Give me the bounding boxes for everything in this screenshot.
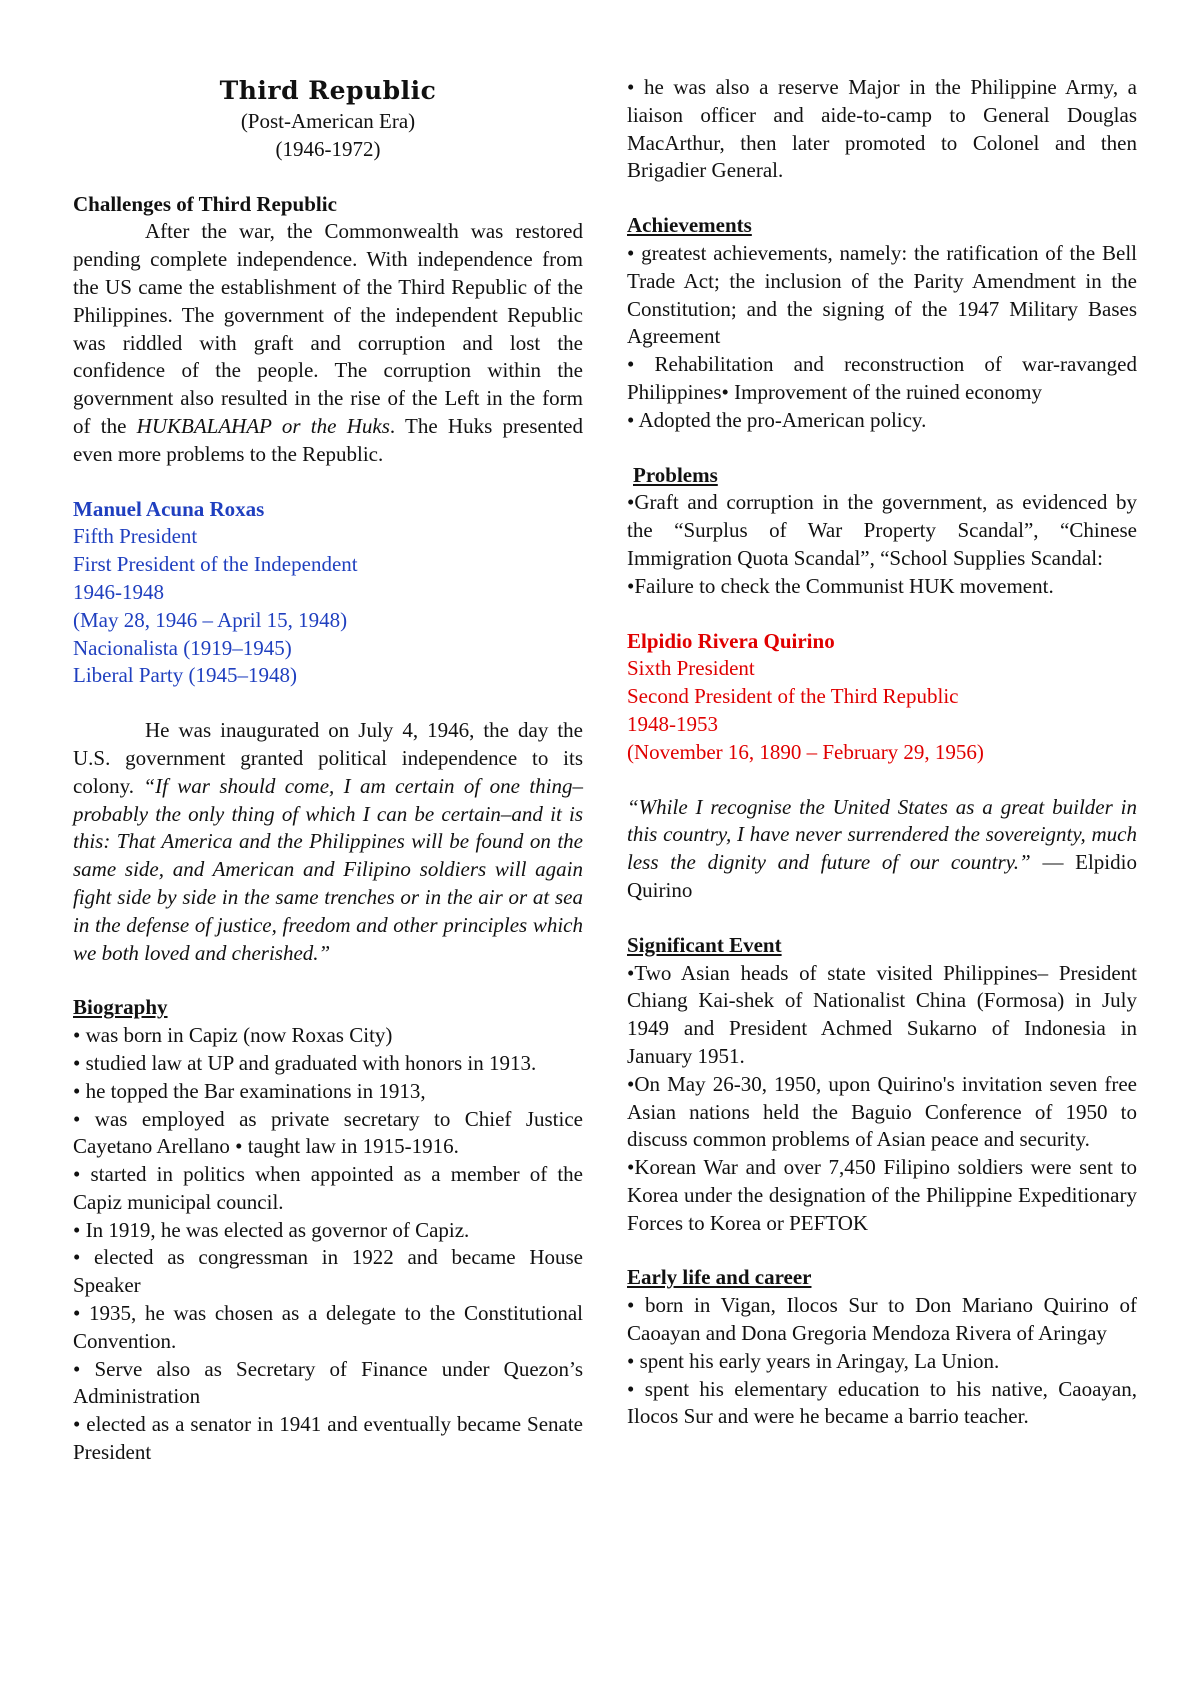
roxas-quote: “If war should come, I am certain of one thing–probably the only thing of which I can be certain–and it is this: That America and the Philippines will be found on the same side, and American and Filipino soldiers will again fight side by side in the same trenches or in the air or at sea in the defense of justice, freedom and other principles which we both loved and cherished.” bbox=[73, 773, 583, 965]
right-column bbox=[627, 74, 1137, 1431]
achievement-item: • greatest achievements, namely: the ratification of the Bell Trade Act; the inclusion of the Parity Amendment in the Constitution; and the signing of the 1947 Military Bases Agreement bbox=[627, 240, 1137, 349]
challenges-heading: Challenges of Third Republic bbox=[73, 191, 337, 216]
quirino-name: Elpidio Rivera Quirino bbox=[627, 628, 835, 653]
roxas-line: Nacionalista (1919–1945) bbox=[73, 635, 292, 660]
biography-item: • started in politics when appointed as a member of the Capiz municipal council. bbox=[73, 1162, 583, 1214]
page-title: Third Republic bbox=[219, 76, 437, 105]
achievement-item: • Adopted the pro-American policy. bbox=[627, 407, 927, 432]
biography-item: • was born in Capiz (now Roxas City) bbox=[73, 1023, 393, 1048]
problem-item: •Graft and corruption in the government, as evidenced by the “Surplus of War Property Scandal”, “Chinese Immigration Quota Scandal”, “School Supplies Scandal: bbox=[627, 490, 1137, 570]
huks-italic: HUKBALAHAP or the Huks bbox=[136, 413, 390, 438]
roxas-line: Fifth President bbox=[73, 524, 198, 549]
left-column bbox=[73, 74, 583, 1467]
early-life-heading: Early life and career bbox=[627, 1265, 812, 1290]
biography-item: • In 1919, he was elected as governor of Capiz. bbox=[73, 1217, 470, 1242]
early-life-item: • spent his early years in Aringay, La Union. bbox=[627, 1348, 1000, 1373]
quirino-line: 1948-1953 bbox=[627, 711, 718, 736]
quirino-quote: “While I recognise the United States as a great builder in this country, I have never surrendered the sovereignty, much less the dignity and future of our country.” bbox=[627, 794, 1137, 875]
challenges-text-end: . The Huks presented even more problems to the Republic. bbox=[73, 413, 583, 466]
biography-item: • was employed as private secretary to Chief Justice Cayetano Arellano • taught law in 1915-1916. bbox=[73, 1106, 583, 1159]
challenges-text: After the war, the Commonwealth was restored pending complete independence. With independence from the US came the establishment of the Third Republic of the Philippines. The government of the independent Republic was riddled with graft and corruption and lost the confidence of the people. The corruption within the government also resulted in the rise of the Left in the form of the bbox=[73, 219, 583, 438]
roxas-line: Liberal Party (1945–1948) bbox=[73, 663, 297, 688]
early-life-item: • born in Vigan, Ilocos Sur to Don Mariano Quirino of Caoayan and Dona Gregoria Mendoza Rivera of Aringay bbox=[627, 1293, 1137, 1346]
reserve-paragraph: • he was also a reserve Major in the Philippine Army, a liaison officer and aide-to-camp to General Douglas MacArthur, then later promoted to Colonel and then Brigadier General. bbox=[627, 75, 1137, 183]
biography-item: • 1935, he was chosen as a delegate to the Constitutional Convention. bbox=[73, 1301, 583, 1353]
biography-item: • he topped the Bar examinations in 1913, bbox=[73, 1078, 426, 1103]
inauguration-text: He was inaugurated on July 4, 1946, the day the U.S. government granted political independence to its colony. bbox=[73, 718, 583, 798]
biography-item: • elected as a senator in 1941 and eventually became Senate President bbox=[73, 1412, 583, 1465]
biography-item: • studied law at UP and graduated with honors in 1913. bbox=[73, 1050, 537, 1075]
significant-event-item: •Korean War and over 7,450 Filipino soldiers were sent to Korea under the designation of the Philippine Expeditionary Forces to Korea or PEFTOK bbox=[627, 1155, 1137, 1235]
achievements-heading: Achievements bbox=[627, 213, 752, 238]
quirino-line: (November 16, 1890 – February 29, 1956) bbox=[627, 739, 984, 764]
era-subtitle: (Post-American Era) bbox=[240, 109, 416, 133]
quirino-line: Sixth President bbox=[627, 656, 755, 681]
problems-heading: Problems bbox=[633, 462, 718, 487]
biography-item: • elected as congressman in 1922 and became House Speaker bbox=[73, 1245, 583, 1298]
quirino-attribution: — Elpidio Quirino bbox=[627, 850, 1137, 902]
roxas-line: (May 28, 1946 – April 15, 1948) bbox=[73, 607, 348, 632]
early-life-item: • spent his elementary education to his native, Caoayan, Ilocos Sur and were he became a barrio teacher. bbox=[627, 1376, 1137, 1429]
problem-item: •Failure to check the Communist HUK movement. bbox=[627, 573, 1054, 598]
achievement-item: • Rehabilitation and reconstruction of war-ravanged Philippines• Improvement of the ruined economy bbox=[627, 352, 1137, 404]
inauguration-paragraph bbox=[73, 717, 583, 967]
quirino-line: Second President of the Third Republic bbox=[627, 684, 959, 709]
biography-item: • Serve also as Secretary of Finance under Quezon’s Administration bbox=[73, 1356, 583, 1409]
significant-event-item: •On May 26-30, 1950, upon Quirino's invitation seven free Asian nations held the Baguio Conference of 1950 to discuss common problems of Asian peace and security. bbox=[627, 1071, 1137, 1152]
years-subtitle: (1946-1972) bbox=[275, 136, 381, 161]
significant-event-item: •Two Asian heads of state visited Philippines– President Chiang Kai-shek of Nationalist China (Formosa) in July 1949 and President Achmed Sukarno of Indonesia in January 1951. bbox=[627, 960, 1137, 1068]
roxas-line: 1946-1948 bbox=[73, 579, 164, 604]
challenges-paragraph bbox=[73, 218, 583, 468]
quirino-quote-paragraph bbox=[627, 794, 1137, 905]
roxas-line: First President of the Independent bbox=[73, 552, 358, 577]
roxas-name: Manuel Acuna Roxas bbox=[73, 496, 265, 521]
biography-heading: Biography bbox=[73, 995, 168, 1020]
significant-event-heading: Significant Event bbox=[627, 932, 782, 957]
